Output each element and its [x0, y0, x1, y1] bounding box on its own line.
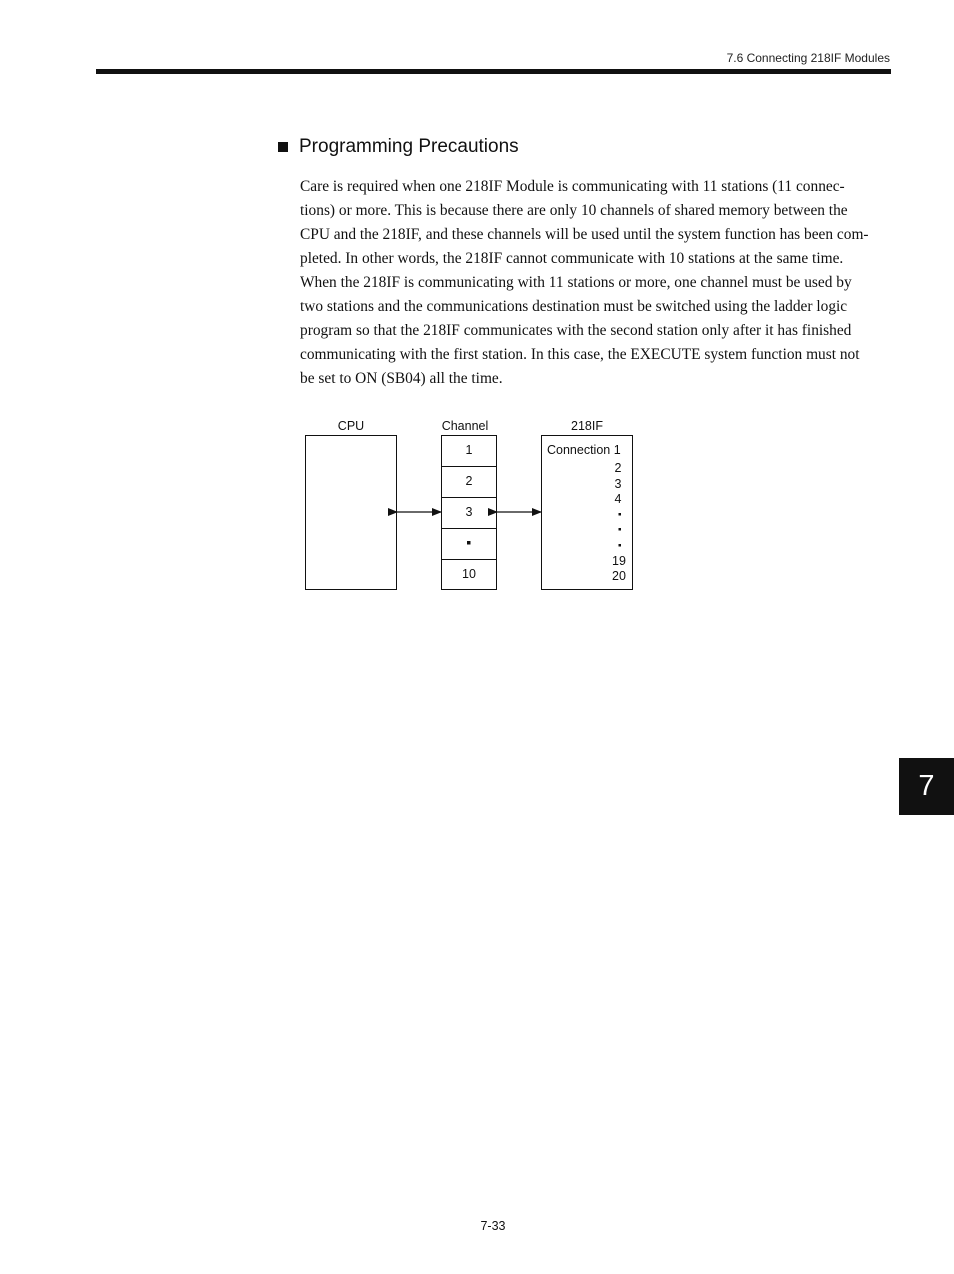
paragraph-line: program so that the 218IF communicates with the second station only after it has finished [300, 322, 852, 339]
connection-number: 2 [614, 461, 622, 475]
module-box [542, 436, 633, 590]
paragraph-line: CPU and the 218IF, and these channels will be used until the system function has been com- [300, 226, 869, 243]
channel-cell-label: 3 [465, 505, 473, 519]
cpu-box [306, 436, 397, 590]
channel-cell-label: 1 [465, 443, 473, 457]
channel-label: Channel [441, 419, 489, 433]
header-rule [96, 69, 891, 74]
ellipsis-dot [619, 528, 622, 531]
paragraph-line: Care is required when one 218IF Module is communicating with 11 stations (11 connec- [300, 178, 845, 195]
square-bullet-icon [278, 142, 288, 152]
paragraph-line: communicating with the first station. In this case, the EXECUTE system function must not [300, 346, 860, 363]
channel-stack [442, 436, 497, 590]
section-title: Programming Precautions [299, 136, 519, 157]
body-paragraph [300, 175, 892, 391]
ellipsis-dot [467, 541, 471, 545]
section-heading [278, 136, 519, 158]
cpu-label: CPU [337, 419, 365, 433]
connection-number: 19 [612, 554, 626, 568]
connection-number: 20 [612, 569, 626, 583]
channel-cell-label: 10 [462, 567, 476, 581]
paragraph-line: When the 218IF is communicating with 11 stations or more, one channel must be used by [300, 274, 852, 291]
connection-number: 4 [614, 492, 622, 506]
connection-first-label: Connection 1 [547, 443, 621, 457]
ellipsis-dot [619, 513, 622, 516]
channel-cell-label: 2 [465, 474, 473, 488]
module-label: 218IF [571, 419, 603, 433]
paragraph-line: be set to ON (SB04) all the time. [300, 370, 503, 387]
paragraph-line: two stations and the communications destination must be switched using the ladder logic [300, 298, 848, 315]
paragraph-line: tions) or more. This is because there are only 10 channels of shared memory between the [300, 202, 848, 219]
paragraph-line: pleted. In other words, the 218IF cannot communicate with 10 stations at the same time. [300, 250, 844, 267]
page-number: 7-33 [480, 1219, 506, 1233]
running-header: 7.6 Connecting 218IF Modules [726, 51, 890, 65]
chapter-tab: 7 [899, 758, 954, 815]
ellipsis-dot [619, 544, 622, 547]
connection-number: 3 [614, 477, 622, 491]
